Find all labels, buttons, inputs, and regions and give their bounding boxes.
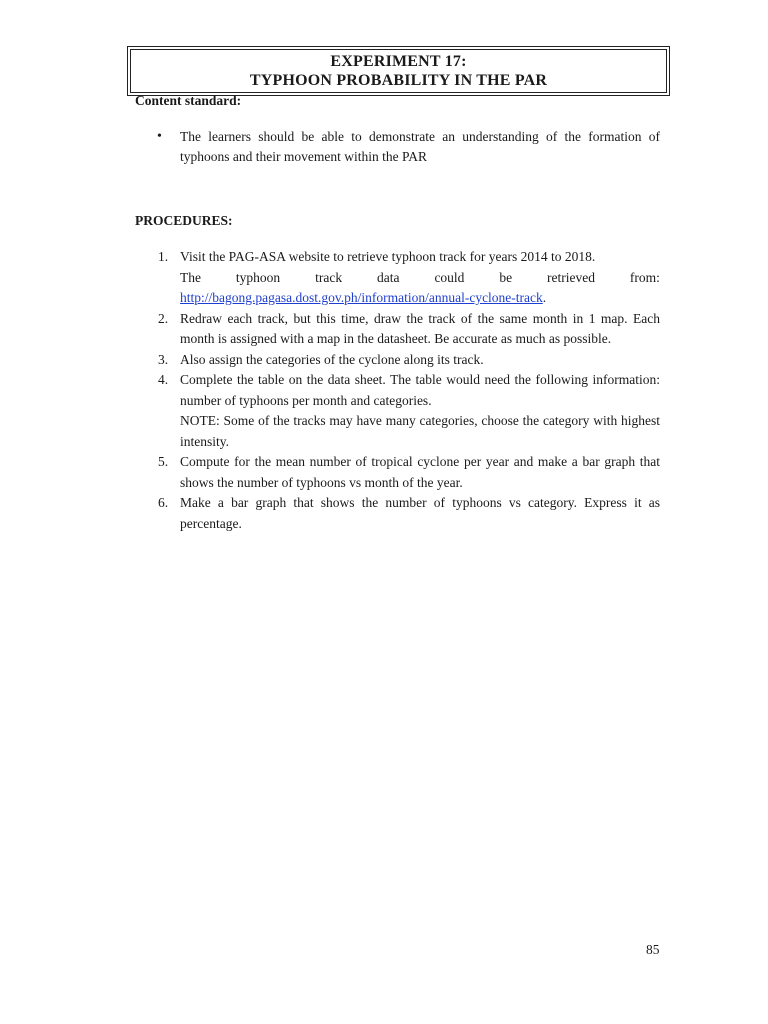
- procedure-step-6: [135, 493, 660, 534]
- procedure-step-1: [135, 247, 660, 309]
- step-1-word: typhoon: [235, 269, 281, 285]
- title-inner-frame: [130, 49, 667, 93]
- procedures-heading: PROCEDURES:: [135, 213, 233, 228]
- step-2-text: Redraw each track, but this time, draw the track of the same month in 1 map. Each month is assigned with a map in the datasheet. Be accurate as much as possible.: [180, 310, 660, 346]
- step-1-word: from:: [629, 269, 660, 285]
- content-standard-text: The learners should be able to demonstrate an understanding of the formation of typhoons and their movement within the PAR: [180, 129, 660, 164]
- step-1-word: data: [377, 269, 400, 285]
- content-standard-item: [135, 127, 660, 167]
- step-1-word: could: [434, 269, 465, 285]
- content-standard-heading: Content standard:: [135, 93, 242, 108]
- step-1-line2: [180, 268, 660, 289]
- step-5-text: Compute for the mean number of tropical cyclone per year and make a bar graph that shows the number of typhoons vs month of the year.: [180, 454, 660, 490]
- step-number: 4.: [158, 372, 169, 387]
- step-number: 6.: [158, 495, 169, 510]
- step-1-line1: Visit the PAG-ASA website to retrieve typhoon track for years 2014 to 2018.: [180, 249, 596, 264]
- title-box: [127, 46, 670, 96]
- step-1-word: The: [180, 269, 201, 285]
- experiment-number: EXPERIMENT 17:: [330, 53, 467, 70]
- step-1-period: .: [542, 290, 547, 305]
- step-number: 3.: [158, 351, 169, 367]
- step-1-word: be: [499, 269, 513, 285]
- bullet-icon: •: [157, 129, 162, 144]
- page-number: 85: [646, 942, 660, 957]
- step-1-word: retrieved: [547, 269, 595, 285]
- step-number: 1.: [158, 249, 169, 264]
- step-3-text: Also assign the categories of the cyclone along its track.: [180, 351, 484, 367]
- step-1-line3: [180, 288, 660, 309]
- procedure-step-4: [135, 370, 660, 452]
- step-number: 5.: [158, 454, 169, 469]
- step-1-word: track: [315, 269, 343, 285]
- procedure-step-3: [135, 350, 660, 371]
- step-4-note: NOTE: Some of the tracks may have many categories, choose the category with highest intensity.: [180, 413, 660, 449]
- experiment-title: TYPHOON PROBABILITY IN THE PAR: [249, 72, 548, 89]
- step-6-text: Make a bar graph that shows the number of typhoons vs category. Express it as percentage.: [180, 495, 660, 531]
- pagasa-cyclone-track-link[interactable]: http://bagong.pagasa.dost.gov.ph/information/annual-cyclone-track: [180, 290, 543, 305]
- procedure-step-5: [135, 452, 660, 493]
- step-4-text: Complete the table on the data sheet. The table would need the following information: number of typhoons per month and categories.: [180, 372, 660, 408]
- content-standard-list: [135, 127, 660, 167]
- procedure-step-2: [135, 309, 660, 350]
- procedures-list: [135, 247, 660, 534]
- step-number: 2.: [158, 310, 169, 326]
